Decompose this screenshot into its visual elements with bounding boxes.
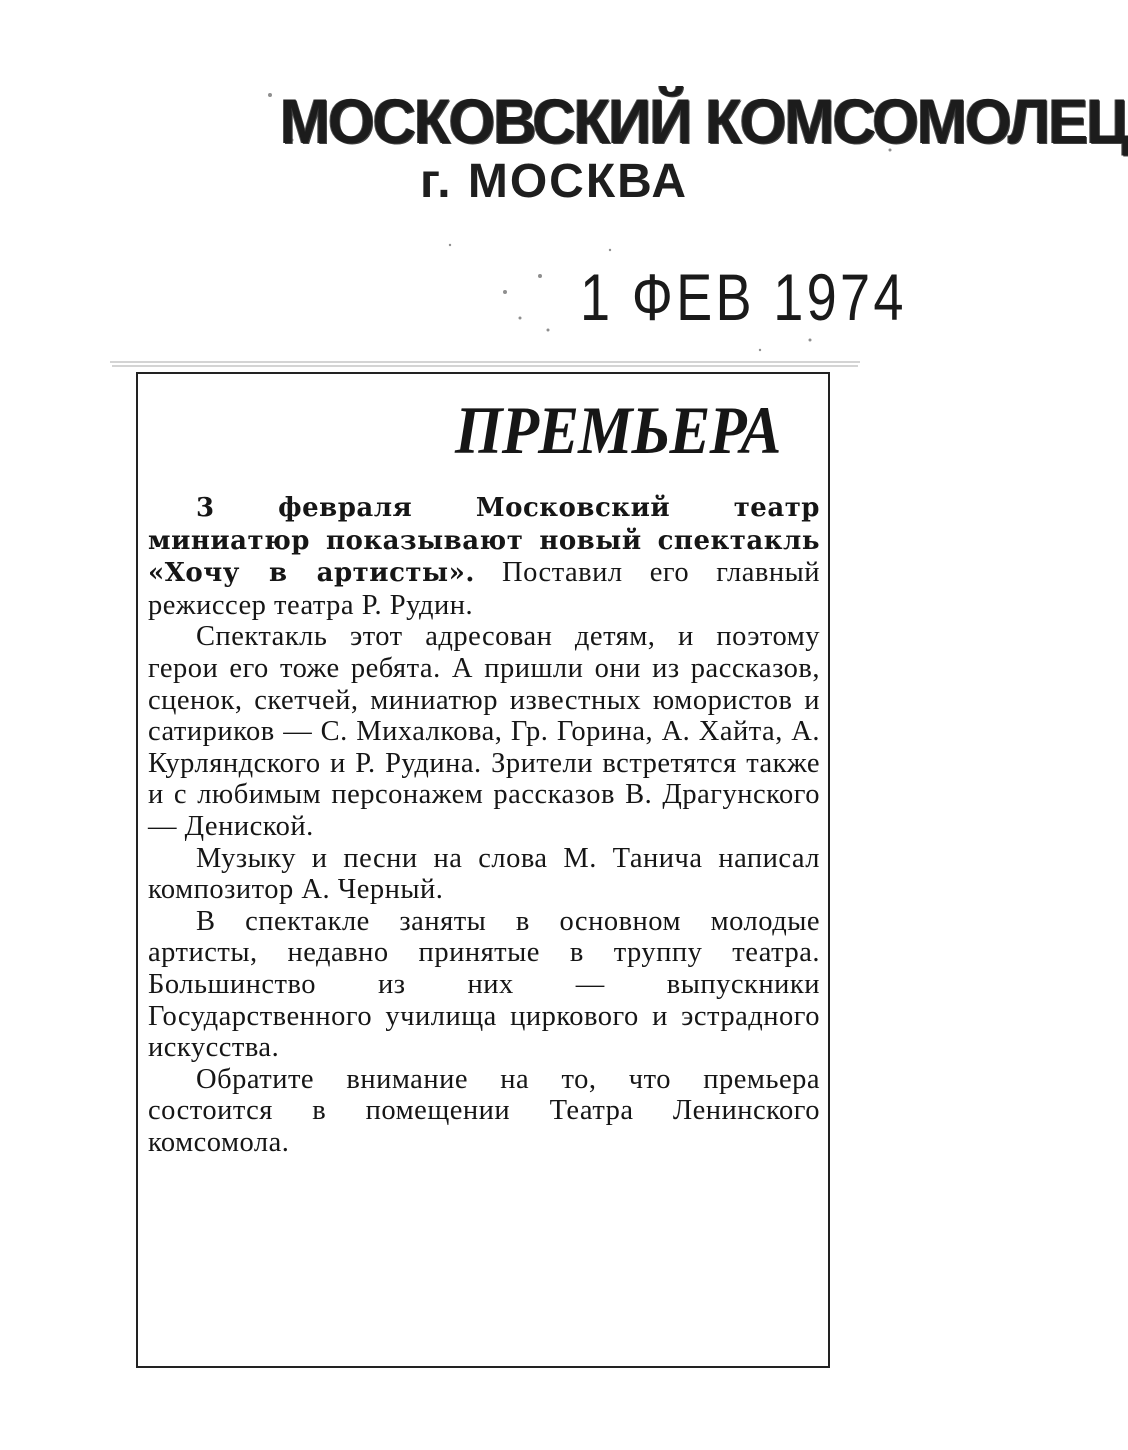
article-paragraph: Музыку и песни на слова М. Танича написал композитор А. Черный. [148, 842, 820, 906]
article-lead-tail: Поставил его главный режиссер театра Р. Рудин. [148, 557, 820, 621]
stamp-date: 1 ФЕВ 1974 [580, 260, 907, 334]
article-lead-bold: 3 февраля Московский театр миниатюр показывают новый спектакль «Хочу в артисты». [148, 493, 820, 589]
article-body [148, 492, 820, 1158]
article-title: ПРЕМЬЕРА [455, 392, 781, 468]
stamp-publication-name: МОСКОВСКИЙ КОМСОМОЛЕЦ [280, 86, 1128, 157]
stamp-city: г. МОСКВА [420, 155, 689, 208]
article-paragraph-lead [148, 492, 820, 621]
article-paragraph: Спектакль этот адресован детям, и поэтому герои его тоже ребята. А пришли они из рассказов, сценок, скетчей, миниатюр известных юмористов и сатириков — С. Михалкова, Гр. Горина, А. Хайта, А. Курляндского и Р. Рудина. Зрители встретятся также и с любимым персонажем рассказов В. Драгунского — Дениской. [148, 621, 820, 842]
article-paragraph: В спектакле заняты в основном молодые артисты, недавно принятые в труппу театра. Большинство из них — выпускники Государственного училища циркового и эстрадного искусства. [148, 905, 820, 1064]
article-paragraph: Обратите внимание на то, что премьера состоится в помещении Театра Ленинского комсомола. [148, 1063, 820, 1158]
